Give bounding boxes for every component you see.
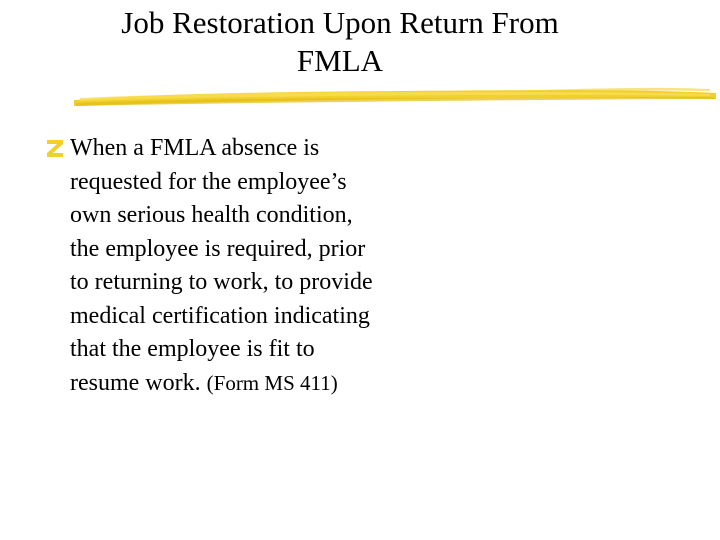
title-underline-brushstroke [70,84,720,112]
title-line-1: Job Restoration Upon Return From [121,5,559,40]
bullet-text: When a FMLA absence is requested for the employee’s own serious health condition, the employee is required, prior to returning to work, to provide medical certification indicating that the employee is fit to resume work. [70,135,373,396]
form-reference: (Form MS 411) [206,370,338,395]
z-bullet-icon [44,137,66,159]
slide-title [0,4,680,80]
bullet-item [44,132,374,400]
title-line-2: FMLA [296,43,384,78]
bullet-text-block [70,132,374,400]
slide-body [44,132,374,400]
